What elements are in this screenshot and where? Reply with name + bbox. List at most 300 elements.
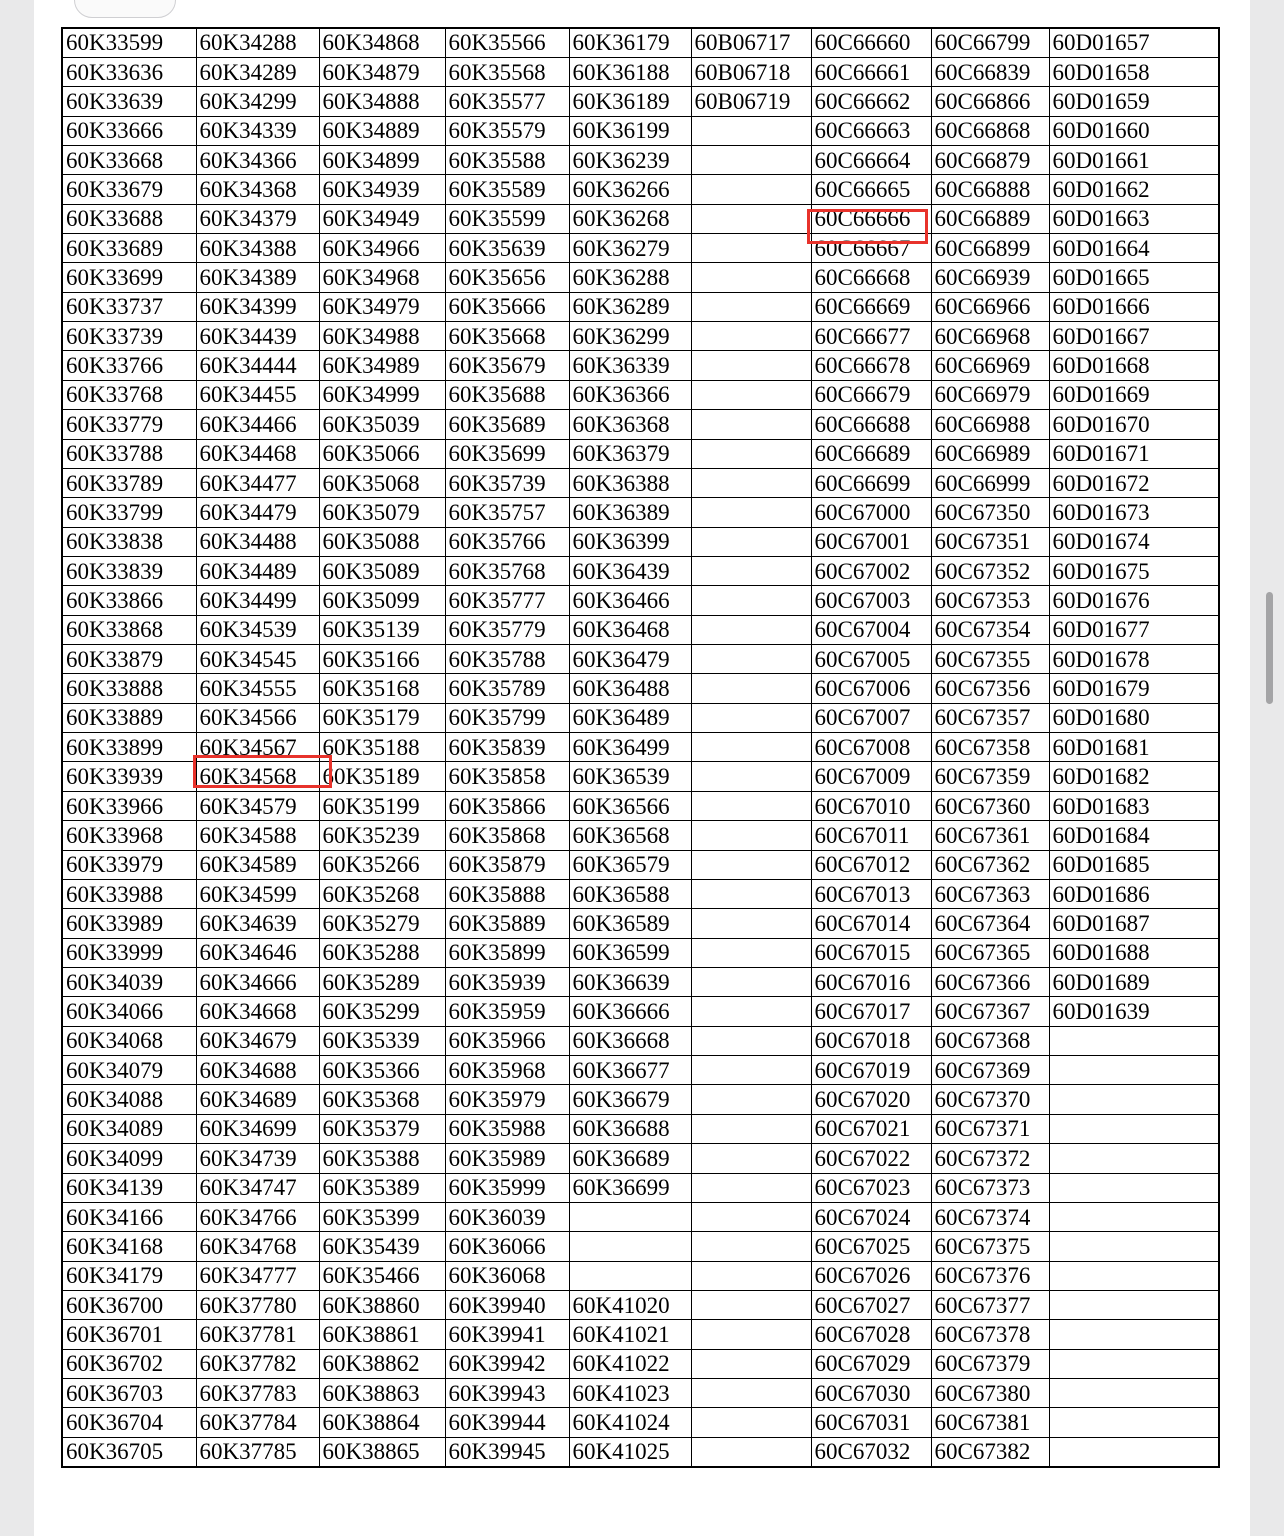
table-row (62, 1085, 1219, 1114)
table-cell: 60K34388 (196, 234, 319, 263)
table-cell: 60K35366 (319, 1056, 445, 1085)
table-row (62, 263, 1219, 292)
table-cell: 60C66868 (931, 116, 1049, 145)
table-row (62, 1202, 1219, 1231)
table-cell: 60K36388 (569, 468, 691, 497)
table-row (62, 703, 1219, 732)
table-cell: 60K35739 (445, 468, 569, 497)
table-row (62, 1290, 1219, 1319)
table-row (62, 322, 1219, 351)
table-cell (691, 204, 811, 233)
table-cell: 60K35168 (319, 674, 445, 703)
table-cell: 60K35266 (319, 850, 445, 879)
table-cell (691, 439, 811, 468)
table-cell: 60C67013 (811, 879, 931, 908)
table-cell: 60D01665 (1049, 263, 1219, 292)
table-cell (691, 351, 811, 380)
table-cell: 60K41020 (569, 1290, 691, 1319)
table-cell: 60K35466 (319, 1261, 445, 1290)
table-cell: 60C66899 (931, 234, 1049, 263)
table-cell: 60C66969 (931, 351, 1049, 380)
table-cell: 60C66939 (931, 263, 1049, 292)
table-cell: 60K34889 (319, 116, 445, 145)
table-cell: 60C67021 (811, 1114, 931, 1143)
table-cell: 60K34399 (196, 292, 319, 321)
table-cell: 60C66679 (811, 380, 931, 409)
table-cell: 60K34768 (196, 1232, 319, 1261)
table-cell: 60C66889 (931, 204, 1049, 233)
table-cell: 60C66689 (811, 439, 931, 468)
table-cell: 60K35089 (319, 556, 445, 585)
table-cell (691, 938, 811, 967)
table-cell: 60K36188 (569, 57, 691, 86)
table-cell: 60C66664 (811, 145, 931, 174)
table-cell (569, 1202, 691, 1231)
table-cell: 60K36399 (569, 527, 691, 556)
table-cell: 60C66979 (931, 380, 1049, 409)
table-cell: 60K37780 (196, 1290, 319, 1319)
table-cell: 60C67002 (811, 556, 931, 585)
table-cell: 60K33779 (62, 410, 196, 439)
table-row (62, 410, 1219, 439)
table-cell: 60K36239 (569, 145, 691, 174)
table-cell: 60K35999 (445, 1173, 569, 1202)
table-cell (691, 410, 811, 439)
table-cell: 60K36705 (62, 1437, 196, 1466)
table-cell: 60C66661 (811, 57, 931, 86)
table-cell: 60K33666 (62, 116, 196, 145)
table-cell: 60K36039 (445, 1202, 569, 1231)
table-cell: 60K34477 (196, 468, 319, 497)
table-cell: 60K34488 (196, 527, 319, 556)
table-cell: 60K34468 (196, 439, 319, 468)
table-cell: 60K34545 (196, 645, 319, 674)
table-row (62, 1026, 1219, 1055)
table-cell: 60K36299 (569, 322, 691, 351)
table-cell: 60C67367 (931, 997, 1049, 1026)
table-cell (691, 1144, 811, 1173)
table-cell: 60K35777 (445, 586, 569, 615)
table-cell: 60K33868 (62, 615, 196, 644)
table-cell (1049, 1232, 1219, 1261)
table-cell: 60C67365 (931, 938, 1049, 967)
vertical-scrollbar[interactable] (1266, 592, 1273, 704)
table-cell: 60K35066 (319, 439, 445, 468)
table-cell: 60K35968 (445, 1056, 569, 1085)
table-cell: 60K35789 (445, 674, 569, 703)
table-row (62, 645, 1219, 674)
table-row (62, 1349, 1219, 1378)
table-cell (691, 703, 811, 732)
table-cell (691, 1349, 811, 1378)
table-cell: 60K38863 (319, 1379, 445, 1408)
table-cell: 60K34439 (196, 322, 319, 351)
table-cell: 60C67012 (811, 850, 931, 879)
license-plate-table (61, 27, 1220, 1468)
table-cell: 60K34766 (196, 1202, 319, 1231)
table-cell: 60C67352 (931, 556, 1049, 585)
table-row (62, 674, 1219, 703)
table-cell (1049, 1026, 1219, 1055)
table-cell: 60K35379 (319, 1114, 445, 1143)
table-cell: 60K37782 (196, 1349, 319, 1378)
table-cell: 60K34747 (196, 1173, 319, 1202)
table-row (62, 1437, 1219, 1466)
table-cell: 60K36268 (569, 204, 691, 233)
table-cell: 60C66678 (811, 351, 931, 380)
table-cell (691, 909, 811, 938)
table-row (62, 1408, 1219, 1437)
table-cell (691, 968, 811, 997)
table-cell: 60C67024 (811, 1202, 931, 1231)
table-cell: 60K34579 (196, 791, 319, 820)
table-cell: 60K34566 (196, 703, 319, 732)
table-cell: 60K34589 (196, 850, 319, 879)
table-cell (691, 1290, 811, 1319)
table-cell: 60K34455 (196, 380, 319, 409)
table-cell: 60C66999 (931, 468, 1049, 497)
table-cell: 60D01689 (1049, 968, 1219, 997)
table-cell (691, 762, 811, 791)
table-cell (691, 1232, 811, 1261)
table-cell: 60D01660 (1049, 116, 1219, 145)
table-cell: 60C67359 (931, 762, 1049, 791)
table-cell: 60K33766 (62, 351, 196, 380)
table-cell: 60K37781 (196, 1320, 319, 1349)
table-cell (691, 1114, 811, 1143)
table-cell: 60K39943 (445, 1379, 569, 1408)
table-cell: 60D01670 (1049, 410, 1219, 439)
table-cell: 60K34899 (319, 145, 445, 174)
table-cell: 60K34288 (196, 28, 319, 57)
table-cell: 60K35079 (319, 498, 445, 527)
table-cell: 60K33689 (62, 234, 196, 263)
table-cell: 60K33999 (62, 938, 196, 967)
table-cell: 60C66665 (811, 175, 931, 204)
table-cell: 60K34444 (196, 351, 319, 380)
table-cell: 60K33737 (62, 292, 196, 321)
table-row (62, 28, 1219, 57)
table-cell: 60K35699 (445, 439, 569, 468)
table-cell (1049, 1320, 1219, 1349)
table-cell: 60K34949 (319, 204, 445, 233)
table-cell (1049, 1202, 1219, 1231)
table-cell (691, 850, 811, 879)
table-cell: 60K35588 (445, 145, 569, 174)
table-cell: 60D01667 (1049, 322, 1219, 351)
table-cell: 60K34668 (196, 997, 319, 1026)
table-cell: 60K36703 (62, 1379, 196, 1408)
table-cell: 60D01682 (1049, 762, 1219, 791)
table-cell: 60C67357 (931, 703, 1049, 732)
table-cell: 60K35668 (445, 322, 569, 351)
table-cell (1049, 1114, 1219, 1143)
table-cell: 60K34139 (62, 1173, 196, 1202)
table-cell: 60C67377 (931, 1290, 1049, 1319)
table-cell: 60K34739 (196, 1144, 319, 1173)
table-cell: 60K38862 (319, 1349, 445, 1378)
table-cell: 60D01664 (1049, 234, 1219, 263)
table-cell: 60C67372 (931, 1144, 1049, 1173)
table-cell (1049, 1144, 1219, 1173)
table-cell: 60K33799 (62, 498, 196, 527)
table-row (62, 351, 1219, 380)
table-cell (1049, 1056, 1219, 1085)
table-cell (691, 1437, 811, 1466)
table-cell: 60K34299 (196, 87, 319, 116)
table-cell: 60C66666 (811, 204, 931, 233)
table-cell: 60K41021 (569, 1320, 691, 1349)
table-cell: 60K35688 (445, 380, 569, 409)
table-cell: 60K34368 (196, 175, 319, 204)
table-cell: 60C67381 (931, 1408, 1049, 1437)
table-cell: 60K35388 (319, 1144, 445, 1173)
table-cell: 60K34366 (196, 145, 319, 174)
table-cell: 60C66866 (931, 87, 1049, 116)
table-cell (691, 263, 811, 292)
table-cell: 60K36199 (569, 116, 691, 145)
table-cell: 60K35689 (445, 410, 569, 439)
table-cell: 60K39945 (445, 1437, 569, 1466)
table-row (62, 1056, 1219, 1085)
table-cell: 60K34879 (319, 57, 445, 86)
table-cell: 60K36599 (569, 938, 691, 967)
table-cell: 60K34989 (319, 351, 445, 380)
table-cell: 60K36677 (569, 1056, 691, 1085)
table-cell: 60B06719 (691, 87, 811, 116)
table-cell (691, 1173, 811, 1202)
table-cell: 60C67029 (811, 1349, 931, 1378)
table-row (62, 292, 1219, 321)
table-cell: 60K35788 (445, 645, 569, 674)
table-cell: 60C67369 (931, 1056, 1049, 1085)
table-cell: 60D01676 (1049, 586, 1219, 615)
table-cell: 60K33636 (62, 57, 196, 86)
table-body (62, 28, 1219, 1467)
table-cell: 60K36288 (569, 263, 691, 292)
table-cell: 60K34166 (62, 1202, 196, 1231)
table-cell: 60B06717 (691, 28, 811, 57)
table-cell: 60K34688 (196, 1056, 319, 1085)
table-cell (691, 116, 811, 145)
table-cell: 60K34099 (62, 1144, 196, 1173)
table-cell (691, 733, 811, 762)
table-cell: 60K35766 (445, 527, 569, 556)
table-cell: 60C67366 (931, 968, 1049, 997)
table-cell: 60C67004 (811, 615, 931, 644)
table-cell: 60K35799 (445, 703, 569, 732)
table-cell: 60C67009 (811, 762, 931, 791)
table-cell (691, 586, 811, 615)
table-cell: 60K37785 (196, 1437, 319, 1466)
table-cell: 60C66839 (931, 57, 1049, 86)
table-cell: 60K34089 (62, 1114, 196, 1143)
table-row (62, 527, 1219, 556)
table-row (62, 1144, 1219, 1173)
table-cell: 60K36679 (569, 1085, 691, 1114)
table-cell: 60D01687 (1049, 909, 1219, 938)
table-cell (691, 1320, 811, 1349)
table-cell: 60K34039 (62, 968, 196, 997)
table-cell: 60K37784 (196, 1408, 319, 1437)
table-cell: 60K36699 (569, 1173, 691, 1202)
table-cell: 60K38865 (319, 1437, 445, 1466)
table-cell: 60C67014 (811, 909, 931, 938)
table-cell: 60C67032 (811, 1437, 931, 1466)
table-cell: 60K36179 (569, 28, 691, 57)
table-cell (691, 1379, 811, 1408)
table-cell: 60K34079 (62, 1056, 196, 1085)
table-cell: 60K34379 (196, 204, 319, 233)
table-cell: 60C67364 (931, 909, 1049, 938)
table-row (62, 175, 1219, 204)
table-row (62, 1320, 1219, 1349)
table-cell: 60K33768 (62, 380, 196, 409)
table-cell: 60D01659 (1049, 87, 1219, 116)
table-cell: 60C67018 (811, 1026, 931, 1055)
table-cell: 60K35879 (445, 850, 569, 879)
table-cell: 60C67011 (811, 821, 931, 850)
table-cell: 60K36688 (569, 1114, 691, 1143)
table-row (62, 762, 1219, 791)
table-row (62, 468, 1219, 497)
table-row (62, 1379, 1219, 1408)
table-cell: 60K34646 (196, 938, 319, 967)
table-cell: 60K33639 (62, 87, 196, 116)
table-cell (691, 1085, 811, 1114)
table-cell: 60C66667 (811, 234, 931, 263)
top-corner-tab (74, 0, 176, 18)
table-cell: 60K34555 (196, 674, 319, 703)
table-cell: 60C67005 (811, 645, 931, 674)
table-row (62, 234, 1219, 263)
table-cell: 60D01688 (1049, 938, 1219, 967)
table-cell: 60K35566 (445, 28, 569, 57)
table-cell: 60D01673 (1049, 498, 1219, 527)
table-cell: 60K39942 (445, 1349, 569, 1378)
table-cell: 60K34777 (196, 1261, 319, 1290)
table-cell: 60K34499 (196, 586, 319, 615)
table-cell: 60C67374 (931, 1202, 1049, 1231)
table-cell: 60C67006 (811, 674, 931, 703)
table-cell: 60C66968 (931, 322, 1049, 351)
table-cell: 60K35656 (445, 263, 569, 292)
table-cell: 60K33889 (62, 703, 196, 732)
table-cell: 60C67360 (931, 791, 1049, 820)
table-cell: 60D01683 (1049, 791, 1219, 820)
table-cell: 60K35568 (445, 57, 569, 86)
table-cell: 60K36702 (62, 1349, 196, 1378)
table-cell: 60K35139 (319, 615, 445, 644)
table-cell (691, 527, 811, 556)
table-cell: 60C66663 (811, 116, 931, 145)
table-cell: 60C67025 (811, 1232, 931, 1261)
table-cell: 60C67007 (811, 703, 931, 732)
table-row (62, 997, 1219, 1026)
table-cell: 60K35339 (319, 1026, 445, 1055)
table-row (62, 1173, 1219, 1202)
table-cell: 60K34539 (196, 615, 319, 644)
table-cell: 60D01679 (1049, 674, 1219, 703)
table-cell: 60C67023 (811, 1173, 931, 1202)
table-cell: 60K33988 (62, 879, 196, 908)
table-cell (569, 1261, 691, 1290)
table-row (62, 879, 1219, 908)
table-cell: 60K34699 (196, 1114, 319, 1143)
table-cell: 60D01675 (1049, 556, 1219, 585)
table-cell: 60K36339 (569, 351, 691, 380)
table-row (62, 1114, 1219, 1143)
table-cell: 60K34999 (319, 380, 445, 409)
table-cell (1049, 1349, 1219, 1378)
table-cell: 60K35368 (319, 1085, 445, 1114)
table-cell: 60K41025 (569, 1437, 691, 1466)
table-cell: 60K39940 (445, 1290, 569, 1319)
table-cell: 60K35579 (445, 116, 569, 145)
table-cell: 60K33699 (62, 263, 196, 292)
table-cell: 60K36589 (569, 909, 691, 938)
table-cell: 60K35299 (319, 997, 445, 1026)
table-cell: 60K41022 (569, 1349, 691, 1378)
table-cell (691, 997, 811, 1026)
table-cell: 60D01658 (1049, 57, 1219, 86)
table-cell: 60C67373 (931, 1173, 1049, 1202)
table-cell: 60K41024 (569, 1408, 691, 1437)
table-cell: 60C66799 (931, 28, 1049, 57)
table-cell: 60D01669 (1049, 380, 1219, 409)
table-cell: 60K35966 (445, 1026, 569, 1055)
table-cell: 60C66966 (931, 292, 1049, 321)
table-cell: 60K35288 (319, 938, 445, 967)
table-row (62, 586, 1219, 615)
table-cell: 60K36466 (569, 586, 691, 615)
table-cell: 60K36700 (62, 1290, 196, 1319)
table-cell: 60K34939 (319, 175, 445, 204)
table-cell: 60K36489 (569, 703, 691, 732)
table-cell: 60C66668 (811, 263, 931, 292)
table-cell: 60C67378 (931, 1320, 1049, 1349)
table-cell: 60D01671 (1049, 439, 1219, 468)
table-cell: 60C67355 (931, 645, 1049, 674)
table-cell: 60C67375 (931, 1232, 1049, 1261)
table-cell (691, 468, 811, 497)
table-cell: 60B06718 (691, 57, 811, 86)
table-cell (691, 645, 811, 674)
table-cell: 60C67028 (811, 1320, 931, 1349)
table-cell: 60C67356 (931, 674, 1049, 703)
table-cell: 60K36488 (569, 674, 691, 703)
table-row (62, 1232, 1219, 1261)
table-cell: 60K36639 (569, 968, 691, 997)
table-cell (691, 1408, 811, 1437)
table-cell: 60C67354 (931, 615, 1049, 644)
table-cell: 60K35099 (319, 586, 445, 615)
table-cell: 60K36468 (569, 615, 691, 644)
table-cell: 60K35577 (445, 87, 569, 116)
table-cell: 60K34966 (319, 234, 445, 263)
table-cell: 60K35988 (445, 1114, 569, 1143)
table-cell (1049, 1437, 1219, 1466)
table-row (62, 380, 1219, 409)
table-cell: 60K36066 (445, 1232, 569, 1261)
table-cell: 60K34679 (196, 1026, 319, 1055)
table-cell: 60K35279 (319, 909, 445, 938)
table-cell: 60D01639 (1049, 997, 1219, 1026)
table-cell: 60C67379 (931, 1349, 1049, 1378)
table-cell: 60C67031 (811, 1408, 931, 1437)
table-cell: 60C67001 (811, 527, 931, 556)
table-cell: 60D01680 (1049, 703, 1219, 732)
